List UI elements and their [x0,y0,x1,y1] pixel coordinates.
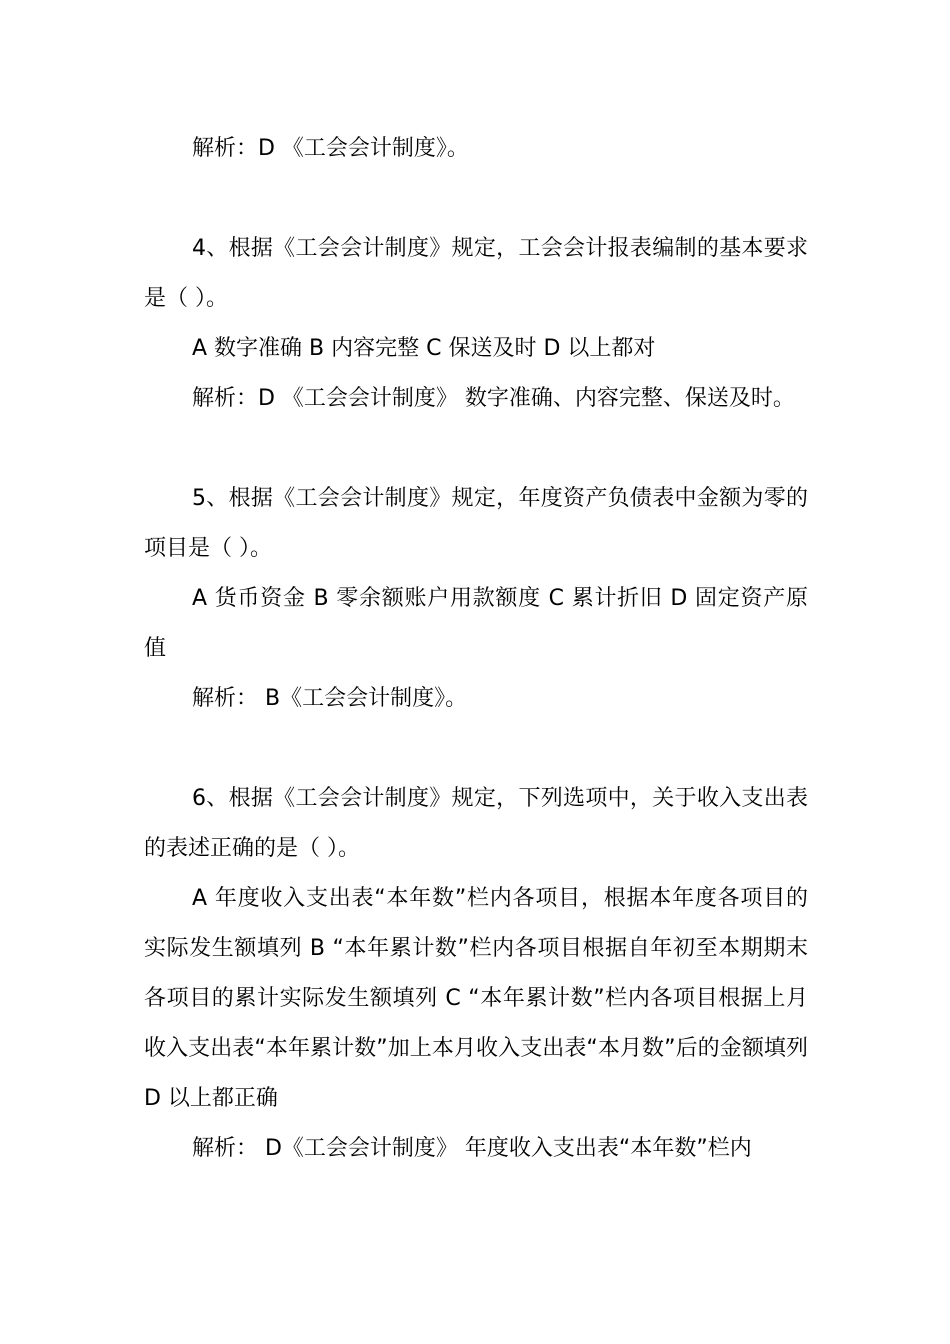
document-body [144,124,808,1174]
question-6-stem: 6、根据《工会会计制度》规定，下列选项中，关于收入支出表的表述正确的是（ ）。 [144,786,808,861]
question-6-analysis: 解析： D《工会会计制度》 年度收入支出表“本年数”栏内 [192,1136,752,1161]
question-5-analysis: 解析： B《工会会计制度》。 [192,686,468,711]
spacer [144,174,808,224]
question-5-stem: 5、根据《工会会计制度》规定，年度资产负债表中金额为零的项目是（ ）。 [144,486,808,561]
question-5-options: A 货币资金 B 零余额账户用款额度 C 累计折旧 D 固定资产原值 [144,586,808,661]
prev-analysis: 解析：D 《工会会计制度》。 [192,136,469,161]
spacer [144,724,808,774]
question-4-analysis: 解析：D 《工会会计制度》 数字准确、内容完整、保送及时。 [192,386,795,411]
question-4-options: A 数字准确 B 内容完整 C 保送及时 D 以上都对 [192,336,656,361]
question-6-options: A 年度收入支出表“本年数”栏内各项目，根据本年度各项目的实际发生额填列 B “本年累计数”栏内各项目根据自年初至本期期末各项目的累计实际发生额填列 C “本年累计数”栏内各项目根据上月收入支出表“本年累计数”加上本月收入支出表“本月数”后的金额填列 D 以上都正确 [144,886,808,1111]
question-4-stem: 4、根据《工会会计制度》规定，工会会计报表编制的基本要求是（ ）。 [144,236,808,311]
spacer [144,424,808,474]
